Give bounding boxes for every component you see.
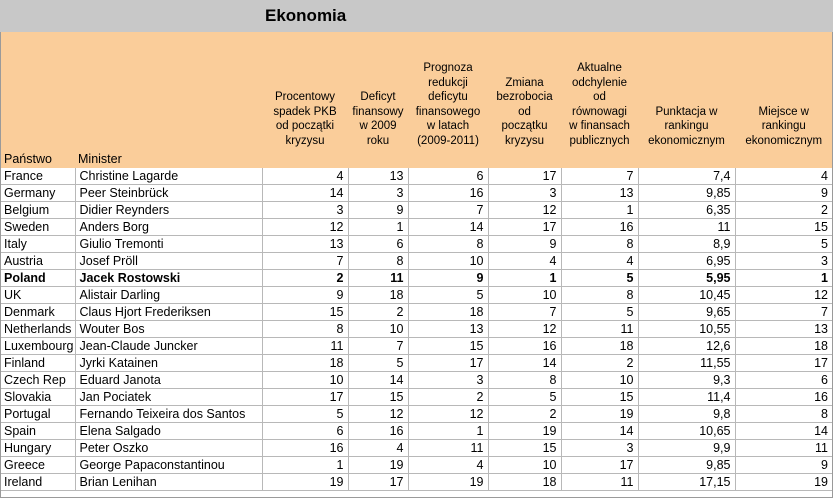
cell-deficit-reduction[interactable]: 4 <box>408 457 488 474</box>
header-deficit-reduction-l6: (2009-2011) <box>417 134 479 147</box>
cell-deficit-reduction[interactable]: 10 <box>408 253 488 270</box>
cell-unemployment-change[interactable]: 17 <box>488 168 561 185</box>
header-deficit-2009-l4: roku <box>366 134 390 147</box>
cell-deficit-2009[interactable]: 16 <box>348 423 408 440</box>
cell-country[interactable]: Hungary <box>1 440 75 457</box>
cell-country[interactable]: UK <box>1 287 75 304</box>
cell-rank[interactable]: 7 <box>735 304 832 321</box>
subheader-spacer-1 <box>262 150 348 168</box>
subheader-spacer-3 <box>408 150 488 168</box>
cell-deficit-reduction[interactable]: 18 <box>408 304 488 321</box>
header-country: Państwo <box>1 150 75 168</box>
table-subheader-row <box>1 150 832 168</box>
cell-rank[interactable]: 9 <box>735 185 832 202</box>
cell-rank[interactable]: 11 <box>735 440 832 457</box>
table-row[interactable] <box>1 372 832 389</box>
cell-score[interactable]: 9,85 <box>638 457 735 474</box>
cell-minister[interactable]: Anders Borg <box>75 219 262 236</box>
cell-deficit-reduction[interactable]: 14 <box>408 219 488 236</box>
cell-score[interactable]: 10,65 <box>638 423 735 440</box>
header-deficit-2009-l1: Deficyt <box>360 91 396 103</box>
cell-gdp-drop[interactable]: 3 <box>262 202 348 219</box>
cell-minister[interactable]: Eduard Janota <box>75 372 262 389</box>
cell-country[interactable]: Netherlands <box>1 321 75 338</box>
table-row[interactable] <box>1 202 832 219</box>
cell-score[interactable]: 6,95 <box>638 253 735 270</box>
cell-fiscal-imbalance[interactable]: 5 <box>561 304 638 321</box>
cell-gdp-drop[interactable]: 1 <box>262 457 348 474</box>
cell-score[interactable]: 5,95 <box>638 270 735 287</box>
header-unemployment-change-l3: od <box>518 105 531 118</box>
cell-unemployment-change[interactable]: 18 <box>488 474 561 491</box>
table-row[interactable] <box>1 287 832 304</box>
cell-minister[interactable]: Christine Lagarde <box>75 168 262 185</box>
header-rank-l3: ekonomicznym <box>745 134 823 147</box>
cell-fiscal-imbalance[interactable]: 17 <box>561 457 638 474</box>
header-fiscal-imbalance-l5: w finansach <box>569 120 630 132</box>
table-row[interactable] <box>1 457 832 474</box>
cell-minister[interactable]: Jean-Claude Juncker <box>75 338 262 355</box>
cell-unemployment-change[interactable]: 10 <box>488 457 561 474</box>
cell-country[interactable]: Finland <box>1 355 75 372</box>
cell-deficit-reduction[interactable]: 19 <box>408 474 488 491</box>
cell-deficit-reduction[interactable]: 1 <box>408 423 488 440</box>
cell-minister[interactable]: Jyrki Katainen <box>75 355 262 372</box>
cell-deficit-reduction[interactable]: 11 <box>408 440 488 457</box>
cell-minister[interactable]: George Papaconstantinou <box>75 457 262 474</box>
cell-gdp-drop[interactable]: 18 <box>262 355 348 372</box>
header-gdp-drop-l4: kryzysu <box>285 134 325 147</box>
table-row[interactable] <box>1 355 832 372</box>
cell-country[interactable]: Ireland <box>1 474 75 491</box>
cell-gdp-drop[interactable]: 14 <box>262 185 348 202</box>
cell-gdp-drop[interactable]: 15 <box>262 304 348 321</box>
cell-unemployment-change[interactable]: 1 <box>488 270 561 287</box>
cell-rank[interactable]: 6 <box>735 372 832 389</box>
cell-fiscal-imbalance[interactable]: 13 <box>561 185 638 202</box>
cell-gdp-drop[interactable]: 16 <box>262 440 348 457</box>
cell-score[interactable]: 11 <box>638 219 735 236</box>
cell-gdp-drop[interactable]: 2 <box>262 270 348 287</box>
cell-rank[interactable]: 1 <box>735 270 832 287</box>
cell-score[interactable]: 8,9 <box>638 236 735 253</box>
cell-gdp-drop[interactable]: 4 <box>262 168 348 185</box>
cell-rank[interactable]: 4 <box>735 168 832 185</box>
cell-deficit-2009[interactable]: 6 <box>348 236 408 253</box>
cell-score[interactable]: 11,55 <box>638 355 735 372</box>
cell-deficit-reduction[interactable]: 7 <box>408 202 488 219</box>
cell-gdp-drop[interactable]: 17 <box>262 389 348 406</box>
cell-minister[interactable]: Fernando Teixeira dos Santos <box>75 406 262 423</box>
cell-deficit-2009[interactable]: 8 <box>348 253 408 270</box>
subheader-spacer-2 <box>348 150 408 168</box>
cell-rank[interactable]: 19 <box>735 474 832 491</box>
header-unemployment-change <box>488 32 561 150</box>
header-fiscal-imbalance <box>561 32 638 150</box>
cell-score[interactable]: 9,65 <box>638 304 735 321</box>
table-row[interactable] <box>1 406 832 423</box>
cell-unemployment-change[interactable]: 7 <box>488 304 561 321</box>
table-row[interactable] <box>1 270 832 287</box>
header-deficit-reduction-l1: Prognoza <box>423 62 473 74</box>
cell-fiscal-imbalance[interactable]: 2 <box>561 355 638 372</box>
cell-fiscal-imbalance[interactable]: 11 <box>561 474 638 491</box>
cell-fiscal-imbalance[interactable]: 11 <box>561 321 638 338</box>
cell-country[interactable]: Austria <box>1 253 75 270</box>
cell-deficit-2009[interactable]: 3 <box>348 185 408 202</box>
cell-rank[interactable]: 15 <box>735 219 832 236</box>
cell-deficit-2009[interactable]: 7 <box>348 338 408 355</box>
header-fiscal-imbalance-l1: Aktualne <box>577 62 622 74</box>
cell-fiscal-imbalance[interactable]: 3 <box>561 440 638 457</box>
subheader-spacer-7 <box>735 150 832 168</box>
cell-unemployment-change[interactable]: 8 <box>488 372 561 389</box>
subheader-spacer-6 <box>638 150 735 168</box>
header-gdp-drop <box>262 32 348 150</box>
cell-deficit-2009[interactable]: 2 <box>348 304 408 321</box>
header-score <box>638 32 735 150</box>
cell-gdp-drop[interactable]: 11 <box>262 338 348 355</box>
cell-deficit-reduction[interactable]: 6 <box>408 168 488 185</box>
cell-deficit-2009[interactable]: 14 <box>348 372 408 389</box>
cell-minister[interactable]: Jan Pociatek <box>75 389 262 406</box>
cell-rank[interactable]: 9 <box>735 457 832 474</box>
cell-fiscal-imbalance[interactable]: 15 <box>561 389 638 406</box>
header-minister: Minister <box>75 150 262 168</box>
cell-rank[interactable]: 17 <box>735 355 832 372</box>
cell-minister[interactable]: Peer Steinbrück <box>75 185 262 202</box>
cell-deficit-2009[interactable]: 1 <box>348 219 408 236</box>
table-row[interactable] <box>1 321 832 338</box>
header-score-l3: ekonomicznym <box>648 134 725 147</box>
cell-fiscal-imbalance[interactable]: 19 <box>561 406 638 423</box>
cell-country[interactable]: Poland <box>1 270 75 287</box>
cell-minister[interactable]: Josef Pröll <box>75 253 262 270</box>
cell-deficit-2009[interactable]: 19 <box>348 457 408 474</box>
cell-country[interactable]: Portugal <box>1 406 75 423</box>
cell-fiscal-imbalance[interactable]: 16 <box>561 219 638 236</box>
cell-deficit-2009[interactable]: 4 <box>348 440 408 457</box>
cell-score[interactable]: 10,55 <box>638 321 735 338</box>
cell-country[interactable]: France <box>1 168 75 185</box>
table-row[interactable] <box>1 219 832 236</box>
page-title: Ekonomia <box>265 6 347 25</box>
window-titlebar <box>0 0 833 32</box>
cell-deficit-reduction[interactable]: 9 <box>408 270 488 287</box>
cell-minister[interactable]: Claus Hjort Frederiksen <box>75 304 262 321</box>
cell-unemployment-change[interactable]: 12 <box>488 321 561 338</box>
cell-country[interactable]: Luxembourg <box>1 338 75 355</box>
cell-deficit-reduction[interactable]: 13 <box>408 321 488 338</box>
cell-deficit-reduction[interactable]: 8 <box>408 236 488 253</box>
cell-fiscal-imbalance[interactable]: 8 <box>561 236 638 253</box>
header-fiscal-imbalance-l3: od <box>593 91 606 103</box>
table-row[interactable] <box>1 168 832 185</box>
table-row[interactable] <box>1 423 832 440</box>
cell-unemployment-change[interactable]: 9 <box>488 236 561 253</box>
cell-rank[interactable]: 8 <box>735 406 832 423</box>
cell-minister[interactable]: Elena Salgado <box>75 423 262 440</box>
cell-unemployment-change[interactable]: 3 <box>488 185 561 202</box>
header-fiscal-imbalance-l6: publicznych <box>569 134 630 147</box>
header-deficit-2009-l3: w 2009 <box>359 120 397 132</box>
cell-deficit-2009[interactable]: 18 <box>348 287 408 304</box>
cell-deficit-2009[interactable]: 9 <box>348 202 408 219</box>
table-row[interactable] <box>1 338 832 355</box>
cell-score[interactable]: 9,85 <box>638 185 735 202</box>
subheader-spacer-5 <box>561 150 638 168</box>
cell-deficit-2009[interactable]: 11 <box>348 270 408 287</box>
table-header-band <box>1 32 832 150</box>
cell-gdp-drop[interactable]: 8 <box>262 321 348 338</box>
header-gdp-drop-l2: spadek PKB <box>273 105 337 118</box>
cell-unemployment-change[interactable]: 4 <box>488 253 561 270</box>
header-deficit-2009 <box>348 32 408 150</box>
cell-gdp-drop[interactable]: 12 <box>262 219 348 236</box>
cell-unemployment-change[interactable]: 2 <box>488 406 561 423</box>
header-deficit-reduction-l2: redukcji <box>428 76 468 89</box>
cell-deficit-2009[interactable]: 5 <box>348 355 408 372</box>
cell-country[interactable]: Czech Rep <box>1 372 75 389</box>
cell-deficit-reduction[interactable]: 16 <box>408 185 488 202</box>
header-deficit-reduction <box>408 32 488 150</box>
cell-deficit-2009[interactable]: 12 <box>348 406 408 423</box>
cell-gdp-drop[interactable]: 6 <box>262 423 348 440</box>
cell-score[interactable]: 9,9 <box>638 440 735 457</box>
cell-deficit-reduction[interactable]: 2 <box>408 389 488 406</box>
header-gdp-drop-l1: Procentowy <box>274 91 336 103</box>
cell-gdp-drop[interactable]: 9 <box>262 287 348 304</box>
cell-gdp-drop[interactable]: 7 <box>262 253 348 270</box>
cell-minister[interactable]: Alistair Darling <box>75 287 262 304</box>
cell-fiscal-imbalance[interactable]: 1 <box>561 202 638 219</box>
header-unemployment-change-l1: Zmiana <box>505 76 544 89</box>
cell-country[interactable]: Denmark <box>1 304 75 321</box>
cell-country[interactable]: Greece <box>1 457 75 474</box>
cell-deficit-reduction[interactable]: 15 <box>408 338 488 355</box>
header-score-l2: rankingu <box>664 120 709 132</box>
header-rank-l1: Miejsce w <box>758 105 809 118</box>
cell-minister[interactable]: Brian Lenihan <box>75 474 262 491</box>
cell-rank[interactable]: 16 <box>735 389 832 406</box>
cell-country[interactable]: Germany <box>1 185 75 202</box>
header-score-l1: Punktacja w <box>655 105 718 118</box>
cell-unemployment-change[interactable]: 5 <box>488 389 561 406</box>
cell-fiscal-imbalance[interactable]: 5 <box>561 270 638 287</box>
cell-rank[interactable]: 18 <box>735 338 832 355</box>
cell-score[interactable]: 9,3 <box>638 372 735 389</box>
cell-rank[interactable]: 3 <box>735 253 832 270</box>
header-deficit-2009-l2: finansowy <box>352 105 404 118</box>
cell-unemployment-change[interactable]: 12 <box>488 202 561 219</box>
cell-fiscal-imbalance[interactable]: 4 <box>561 253 638 270</box>
cell-fiscal-imbalance[interactable]: 14 <box>561 423 638 440</box>
table-row[interactable] <box>1 389 832 406</box>
cell-minister[interactable]: Didier Reynders <box>75 202 262 219</box>
header-fiscal-imbalance-l2: odchylenie <box>572 76 627 89</box>
cell-unemployment-change[interactable]: 10 <box>488 287 561 304</box>
header-unemployment-change-l4: początku <box>501 120 548 132</box>
cell-country[interactable]: Spain <box>1 423 75 440</box>
header-spacer-country <box>1 32 75 150</box>
table-row[interactable] <box>1 440 832 457</box>
cell-deficit-reduction[interactable]: 5 <box>408 287 488 304</box>
table-row[interactable] <box>1 474 832 491</box>
cell-unemployment-change[interactable]: 14 <box>488 355 561 372</box>
cell-rank[interactable]: 13 <box>735 321 832 338</box>
cell-fiscal-imbalance[interactable]: 8 <box>561 287 638 304</box>
cell-rank[interactable]: 2 <box>735 202 832 219</box>
header-rank-l2: rankingu <box>761 120 806 132</box>
cell-deficit-2009[interactable]: 13 <box>348 168 408 185</box>
economy-ranking-table <box>1 32 832 491</box>
cell-gdp-drop[interactable]: 5 <box>262 406 348 423</box>
cell-score[interactable]: 9,8 <box>638 406 735 423</box>
cell-deficit-2009[interactable]: 17 <box>348 474 408 491</box>
cell-score[interactable]: 7,4 <box>638 168 735 185</box>
cell-fiscal-imbalance[interactable]: 7 <box>561 168 638 185</box>
cell-score[interactable]: 11,4 <box>638 389 735 406</box>
header-deficit-reduction-l3: deficytu <box>428 91 468 103</box>
cell-unemployment-change[interactable]: 16 <box>488 338 561 355</box>
cell-unemployment-change[interactable]: 17 <box>488 219 561 236</box>
cell-minister[interactable]: Jacek Rostowski <box>75 270 262 287</box>
cell-gdp-drop[interactable]: 19 <box>262 474 348 491</box>
cell-gdp-drop[interactable]: 10 <box>262 372 348 389</box>
cell-fiscal-imbalance[interactable]: 10 <box>561 372 638 389</box>
table-body <box>1 32 832 491</box>
cell-deficit-reduction[interactable]: 12 <box>408 406 488 423</box>
subheader-spacer-4 <box>488 150 561 168</box>
cell-deficit-reduction[interactable]: 17 <box>408 355 488 372</box>
cell-rank[interactable]: 14 <box>735 423 832 440</box>
cell-minister[interactable]: Giulio Tremonti <box>75 236 262 253</box>
cell-minister[interactable]: Peter Oszko <box>75 440 262 457</box>
cell-deficit-2009[interactable]: 10 <box>348 321 408 338</box>
cell-unemployment-change[interactable]: 19 <box>488 423 561 440</box>
header-deficit-reduction-l4: finansowego <box>415 105 481 118</box>
cell-country[interactable]: Belgium <box>1 202 75 219</box>
table-row[interactable] <box>1 185 832 202</box>
header-gdp-drop-l3: od początki <box>275 120 335 132</box>
table-row[interactable] <box>1 236 832 253</box>
cell-minister[interactable]: Wouter Bos <box>75 321 262 338</box>
cell-fiscal-imbalance[interactable]: 18 <box>561 338 638 355</box>
header-rank <box>735 32 832 150</box>
cell-deficit-reduction[interactable]: 3 <box>408 372 488 389</box>
cell-score[interactable]: 6,35 <box>638 202 735 219</box>
cell-rank[interactable]: 5 <box>735 236 832 253</box>
header-deficit-reduction-l5: w latach <box>426 120 470 132</box>
header-fiscal-imbalance-l4: równowagi <box>572 105 627 118</box>
cell-country[interactable]: Italy <box>1 236 75 253</box>
header-unemployment-change-l5: kryzysu <box>505 134 544 147</box>
cell-deficit-2009[interactable]: 15 <box>348 389 408 406</box>
cell-country[interactable]: Slovakia <box>1 389 75 406</box>
cell-unemployment-change[interactable]: 15 <box>488 440 561 457</box>
table-row[interactable] <box>1 253 832 270</box>
cell-country[interactable]: Sweden <box>1 219 75 236</box>
cell-score[interactable]: 17,15 <box>638 474 735 491</box>
table-row[interactable] <box>1 304 832 321</box>
cell-rank[interactable]: 12 <box>735 287 832 304</box>
economy-table-container[interactable] <box>0 32 833 498</box>
cell-gdp-drop[interactable]: 13 <box>262 236 348 253</box>
cell-score[interactable]: 12,6 <box>638 338 735 355</box>
header-spacer-minister <box>75 32 262 150</box>
header-unemployment-change-l2: bezrobocia <box>496 91 553 103</box>
cell-score[interactable]: 10,45 <box>638 287 735 304</box>
